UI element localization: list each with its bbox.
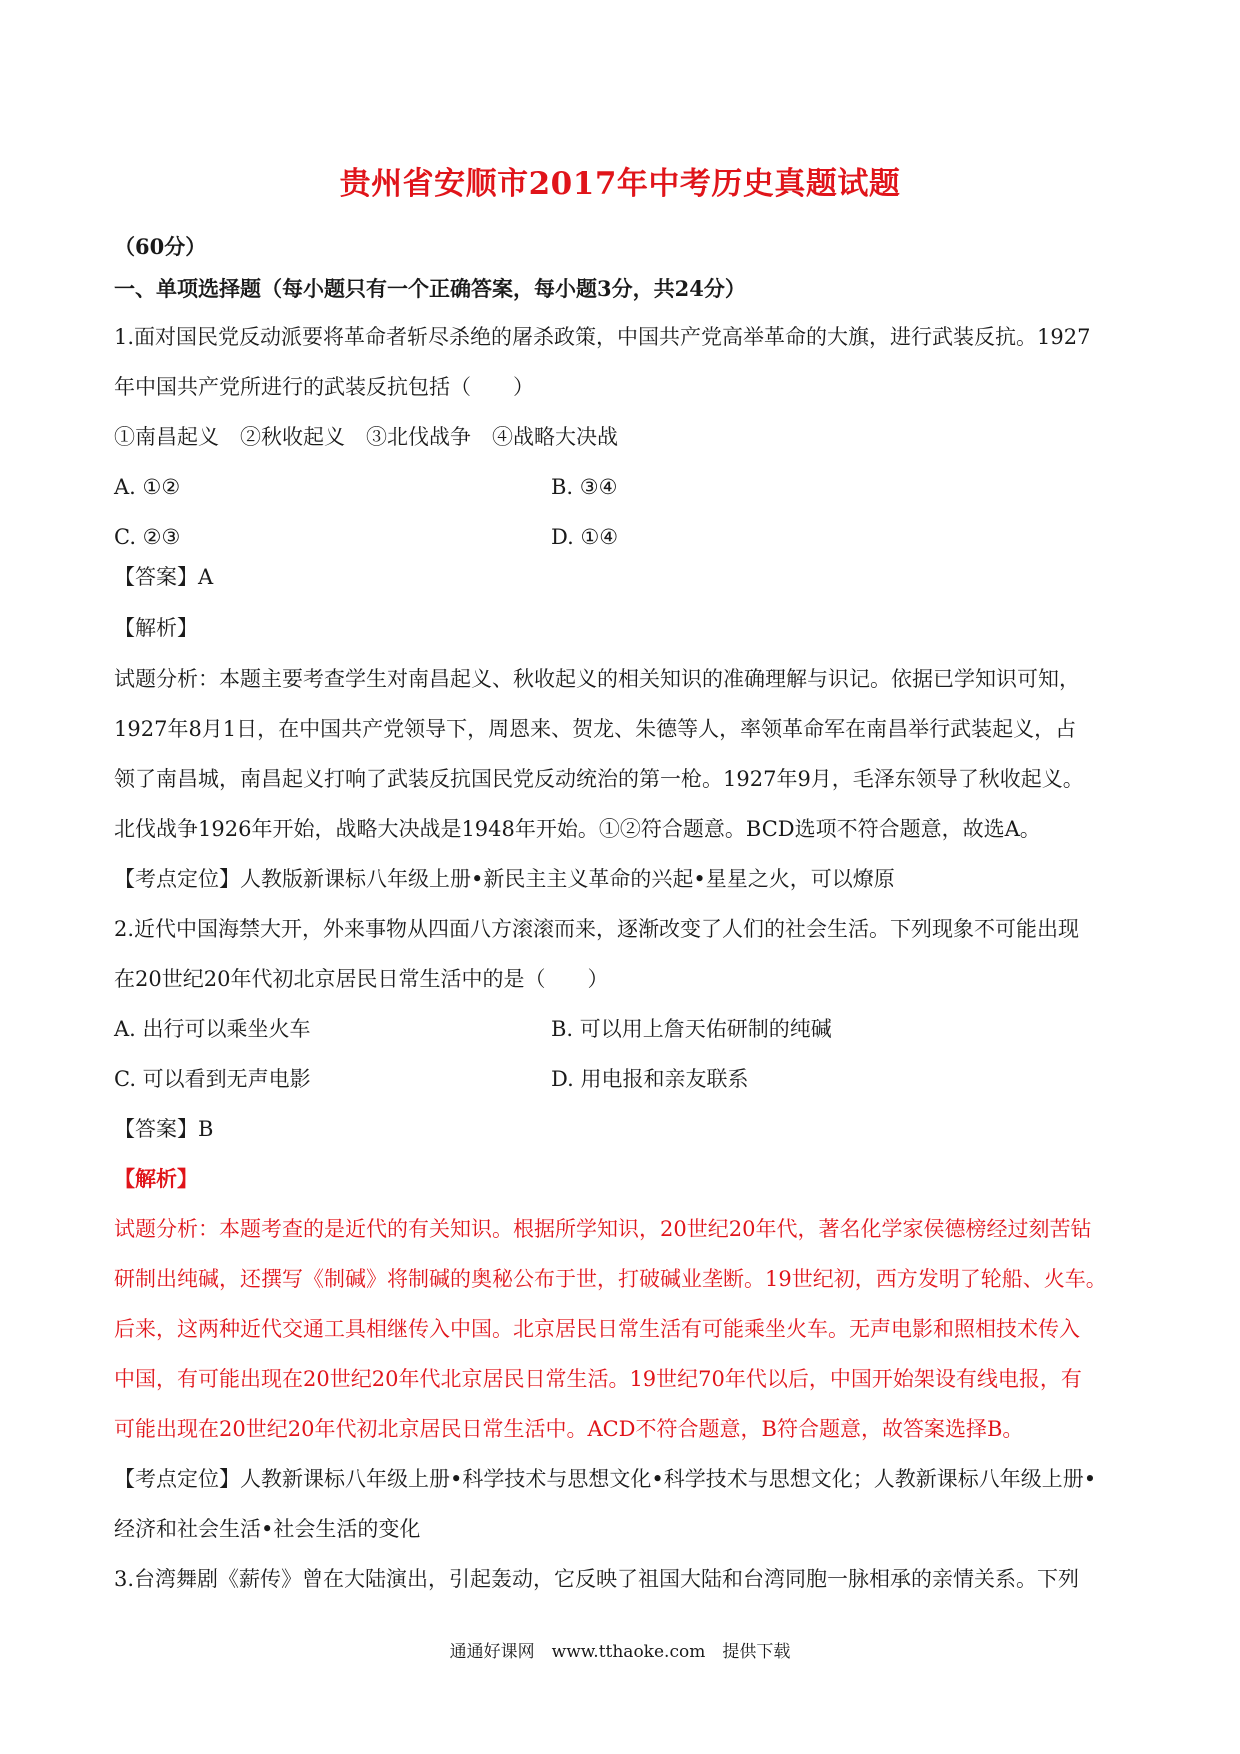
q2-stem-line-1: 2.近代中国海禁大开，外来事物从四面八方滚滚而来，逐渐改变了人们的社会生活。下列现象不可能出现 xyxy=(114,917,1080,941)
q3-stem-line-1: 3.台湾舞剧《薪传》曾在大陆演出，引起轰动，它反映了祖国大陆和台湾同胞一脉相承的亲情关系。下列 xyxy=(114,1567,1080,1591)
q1-stem-line-1: 1.面对国民党反动派要将革命者斩尽杀绝的屠杀政策，中国共产党高举革命的大旗，进行武装反抗。1927 xyxy=(114,325,1091,349)
q2-options-row-2 xyxy=(114,1064,1144,1094)
q1-analysis-line-3: 领了南昌城，南昌起义打响了武装反抗国民党反动统治的第一枪。1927年9月，毛泽东领导了秋收起义。 xyxy=(114,767,1084,791)
q2-option-a: A. 出行可以乘坐火车 xyxy=(114,1017,311,1041)
page-title: 贵州省安顺市2017年中考历史真题试题 xyxy=(339,166,901,202)
q1-kaodian: 【考点定位】人教版新课标八年级上册•新民主主义革命的兴起•星星之火，可以燎原 xyxy=(114,867,895,891)
q1-analysis-line-1: 试题分析：本题主要考查学生对南昌起义、秋收起义的相关知识的准确理解与识记。依据已学知识可知， xyxy=(114,667,1080,691)
q1-analysis-label: 【解析】 xyxy=(114,616,198,640)
q1-answer: 【答案】A xyxy=(114,565,214,589)
q2-kaodian-line-2: 经济和社会生活•社会生活的变化 xyxy=(114,1517,421,1541)
q2-options-row-1 xyxy=(114,1014,1144,1044)
q2-analysis-line-5: 可能出现在20世纪20年代初北京居民日常生活中。ACD不符合题意，B符合题意，故答案选择B。 xyxy=(114,1417,1024,1441)
q2-stem-line-2: 在20世纪20年代初北京居民日常生活中的是（ ） xyxy=(114,967,609,991)
q1-stem-line-2: 年中国共产党所进行的武装反抗包括（ ） xyxy=(114,375,534,399)
q2-analysis-line-1: 试题分析：本题考查的是近代的有关知识。根据所学知识，20世纪20年代，著名化学家侯德榜经过刻苦钻 xyxy=(114,1217,1092,1241)
total-score: （60分） xyxy=(114,234,207,259)
q2-option-d: D. 用电报和亲友联系 xyxy=(551,1067,749,1091)
q1-options-row-1 xyxy=(114,472,1144,502)
q2-kaodian-line-1: 【考点定位】人教新课标八年级上册•科学技术与思想文化•科学技术与思想文化；人教新课标八年级上册• xyxy=(114,1467,1097,1491)
page-footer: 通通好课网 www.tthaoke.com 提供下载 xyxy=(449,1642,791,1662)
q2-option-b: B. 可以用上詹天佑研制的纯碱 xyxy=(551,1017,832,1041)
q1-option-c: C. ②③ xyxy=(114,525,181,549)
q1-option-a: A. ①② xyxy=(114,475,181,499)
q2-analysis-line-3: 后来，这两种近代交通工具相继传入中国。北京居民日常生活有可能乘坐火车。无声电影和照相技术传入 xyxy=(114,1317,1080,1341)
q2-option-c: C. 可以看到无声电影 xyxy=(114,1067,311,1091)
q1-items: ①南昌起义 ②秋收起义 ③北伐战争 ④战略大决战 xyxy=(114,425,618,449)
q1-option-b: B. ③④ xyxy=(551,475,618,499)
q1-options-row-2 xyxy=(114,522,1144,552)
q1-analysis-line-2: 1927年8月1日，在中国共产党领导下，周恩来、贺龙、朱德等人，率领革命军在南昌举行武装起义，占 xyxy=(114,717,1077,741)
q1-option-d: D. ①④ xyxy=(551,525,619,549)
q2-analysis-label: 【解析】 xyxy=(114,1166,198,1191)
q2-answer: 【答案】B xyxy=(114,1117,214,1141)
section-heading: 一、单项选择题（每小题只有一个正确答案，每小题3分，共24分） xyxy=(114,276,746,301)
q2-analysis-line-2: 研制出纯碱，还撰写《制碱》将制碱的奥秘公布于世，打破碱业垄断。19世纪初，西方发明了轮船、火车。 xyxy=(114,1267,1107,1291)
q2-analysis-line-4: 中国，有可能出现在20世纪20年代北京居民日常生活。19世纪70年代以后，中国开始架设有线电报，有 xyxy=(114,1367,1082,1391)
q1-analysis-line-4: 北伐战争1926年开始，战略大决战是1948年开始。①②符合题意。BCD选项不符合题意，故选A。 xyxy=(114,817,1041,841)
